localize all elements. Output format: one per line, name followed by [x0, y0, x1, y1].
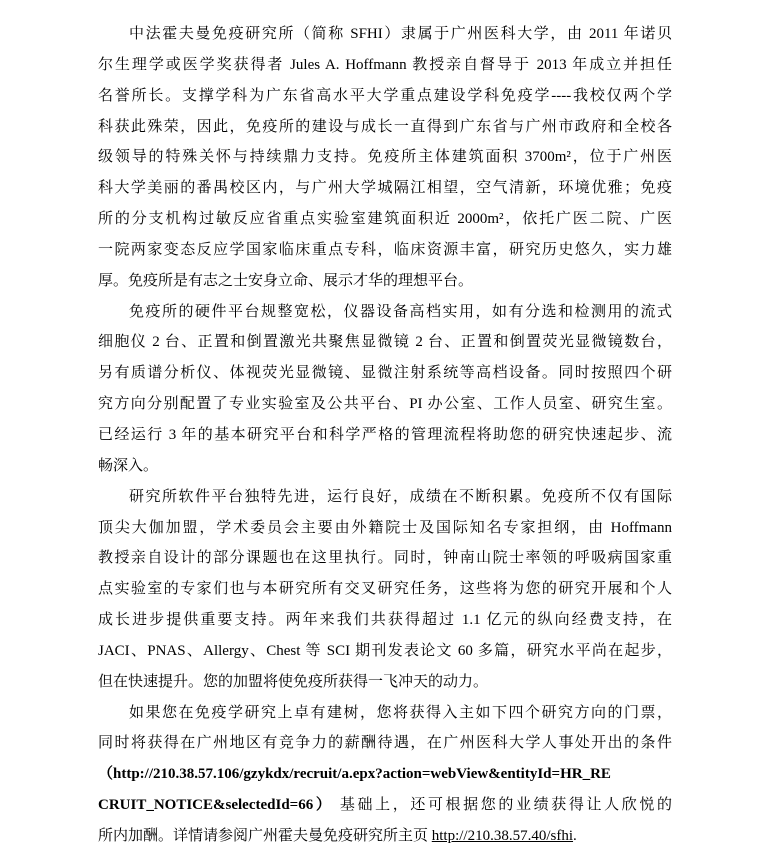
- text-line: 细胞仪 2 台、正置和倒置激光共聚焦显微镜 2 台、正置和倒置荧光显微镜数台，: [98, 334, 672, 351]
- closing-period: .: [573, 827, 577, 844]
- text-line: 所的分支机构过敏反应省重点实验室建筑面积近 2000m²，依托广医二院、广医: [98, 211, 672, 228]
- text-line: 名誉所长。支撑学科为广东省高水平大学重点建设学科免疫学----我校仅两个学: [98, 87, 672, 104]
- text-line: 尔生理学或医学奖获得者 Jules A. Hoffmann 教授亲自督导于 2013 年成立并担任: [98, 56, 672, 73]
- text-line: 同时将获得在广州地区有竞争力的薪酬待遇，在广州医科大学人事处开出的条件: [98, 735, 672, 752]
- text-line: 厚。免疫所是有志之士安身立命、展示才华的理想平台。: [98, 272, 474, 289]
- text-line: 如果您在免疫学研究上卓有建树，您将获得入主如下四个研究方向的门票，: [129, 704, 672, 721]
- text-line: 教授亲自设计的部分课题也在这里执行。同时，钟南山院士率领的呼吸病国家重: [98, 550, 672, 567]
- text-line: 科大学美丽的番禺校区内，与广州大学城隔江相望，空气清新，环境优雅；免疫: [98, 180, 672, 197]
- recruit-url-bold-part: CRUIT_NOTICE&selectedId=66）: [98, 797, 334, 814]
- text-line: JACI、PNAS、Allergy、Chest 等 SCI 期刊发表论文 60 多篇，研究水平尚在起步，: [98, 642, 672, 659]
- text-line: 顶尖大伽加盟，学术委员会主要由外籍院士及国际知名专家担纲，由 Hoffmann: [98, 519, 672, 536]
- closing-text: 所内加酬。详情请参阅广州霍夫曼免疫研究所主页: [98, 827, 432, 844]
- homepage-link[interactable]: http://210.38.57.40/sfhi: [431, 827, 574, 844]
- text-line: 免疫所的硬件平台规整宽松，仪器设备高档实用，如有分选和检测用的流式: [129, 303, 672, 320]
- recruit-url-rest-text: 基础上，还可根据您的业绩获得让人欣悦的: [333, 797, 672, 814]
- paragraph-recruitment: [98, 698, 672, 852]
- closing-line: [98, 821, 672, 852]
- text-line: 点实验室的专家们也与本研究所有交叉研究任务，这些将为您的研究开展和个人: [98, 581, 672, 598]
- document-page: [98, 19, 672, 852]
- text-line: 中法霍夫曼免疫研究所（简称 SFHI）隶属于广州医科大学，由 2011 年诺贝: [129, 26, 672, 42]
- text-line: 成长进步提供重要支持。两年来我们共获得超过 1.1 亿元的纵向经费支持，在: [98, 612, 672, 629]
- text-line: 畅深入。: [98, 457, 159, 474]
- text-line: 已经运行 3 年的基本研究平台和科学严格的管理流程将助您的研究快速起步、流: [98, 426, 672, 443]
- text-line: 究方向分别配置了专业实验室及公共平台、PI 办公室、工作人员室、研究生室。: [98, 396, 672, 413]
- paragraph-intro: [98, 19, 672, 297]
- text-line: 但在快速提升。您的加盟将使免疫所获得一飞冲天的动力。: [98, 673, 489, 690]
- text-line: 一院两家变态反应学国家临床重点专科，临床资源丰富，研究历史悠久，实力雄: [98, 241, 672, 258]
- paragraph-software: [98, 482, 672, 698]
- text-line: 另有质谱分析仪、体视荧光显微镜、显微注射系统等高档设备。同时按照四个研: [98, 365, 672, 382]
- recruit-url-line-2: [98, 790, 672, 821]
- text-line: 科获此殊荣，因此，免疫所的建设与成长一直得到广东省与广州市政府和全校各: [98, 118, 672, 135]
- text-line: 研究所软件平台独特先进，运行良好，成绩在不断积累。免疫所不仅有国际: [129, 488, 672, 505]
- paragraph-hardware: [98, 297, 672, 482]
- text-line: 级领导的特殊关怀与持续鼎力支持。免疫所主体建筑面积 3700m²，位于广州医: [98, 149, 672, 166]
- recruit-url-line-1: （http://210.38.57.106/gzykdx/recruit/a.epx?action=webView&entityId=HR_RE: [98, 766, 611, 783]
